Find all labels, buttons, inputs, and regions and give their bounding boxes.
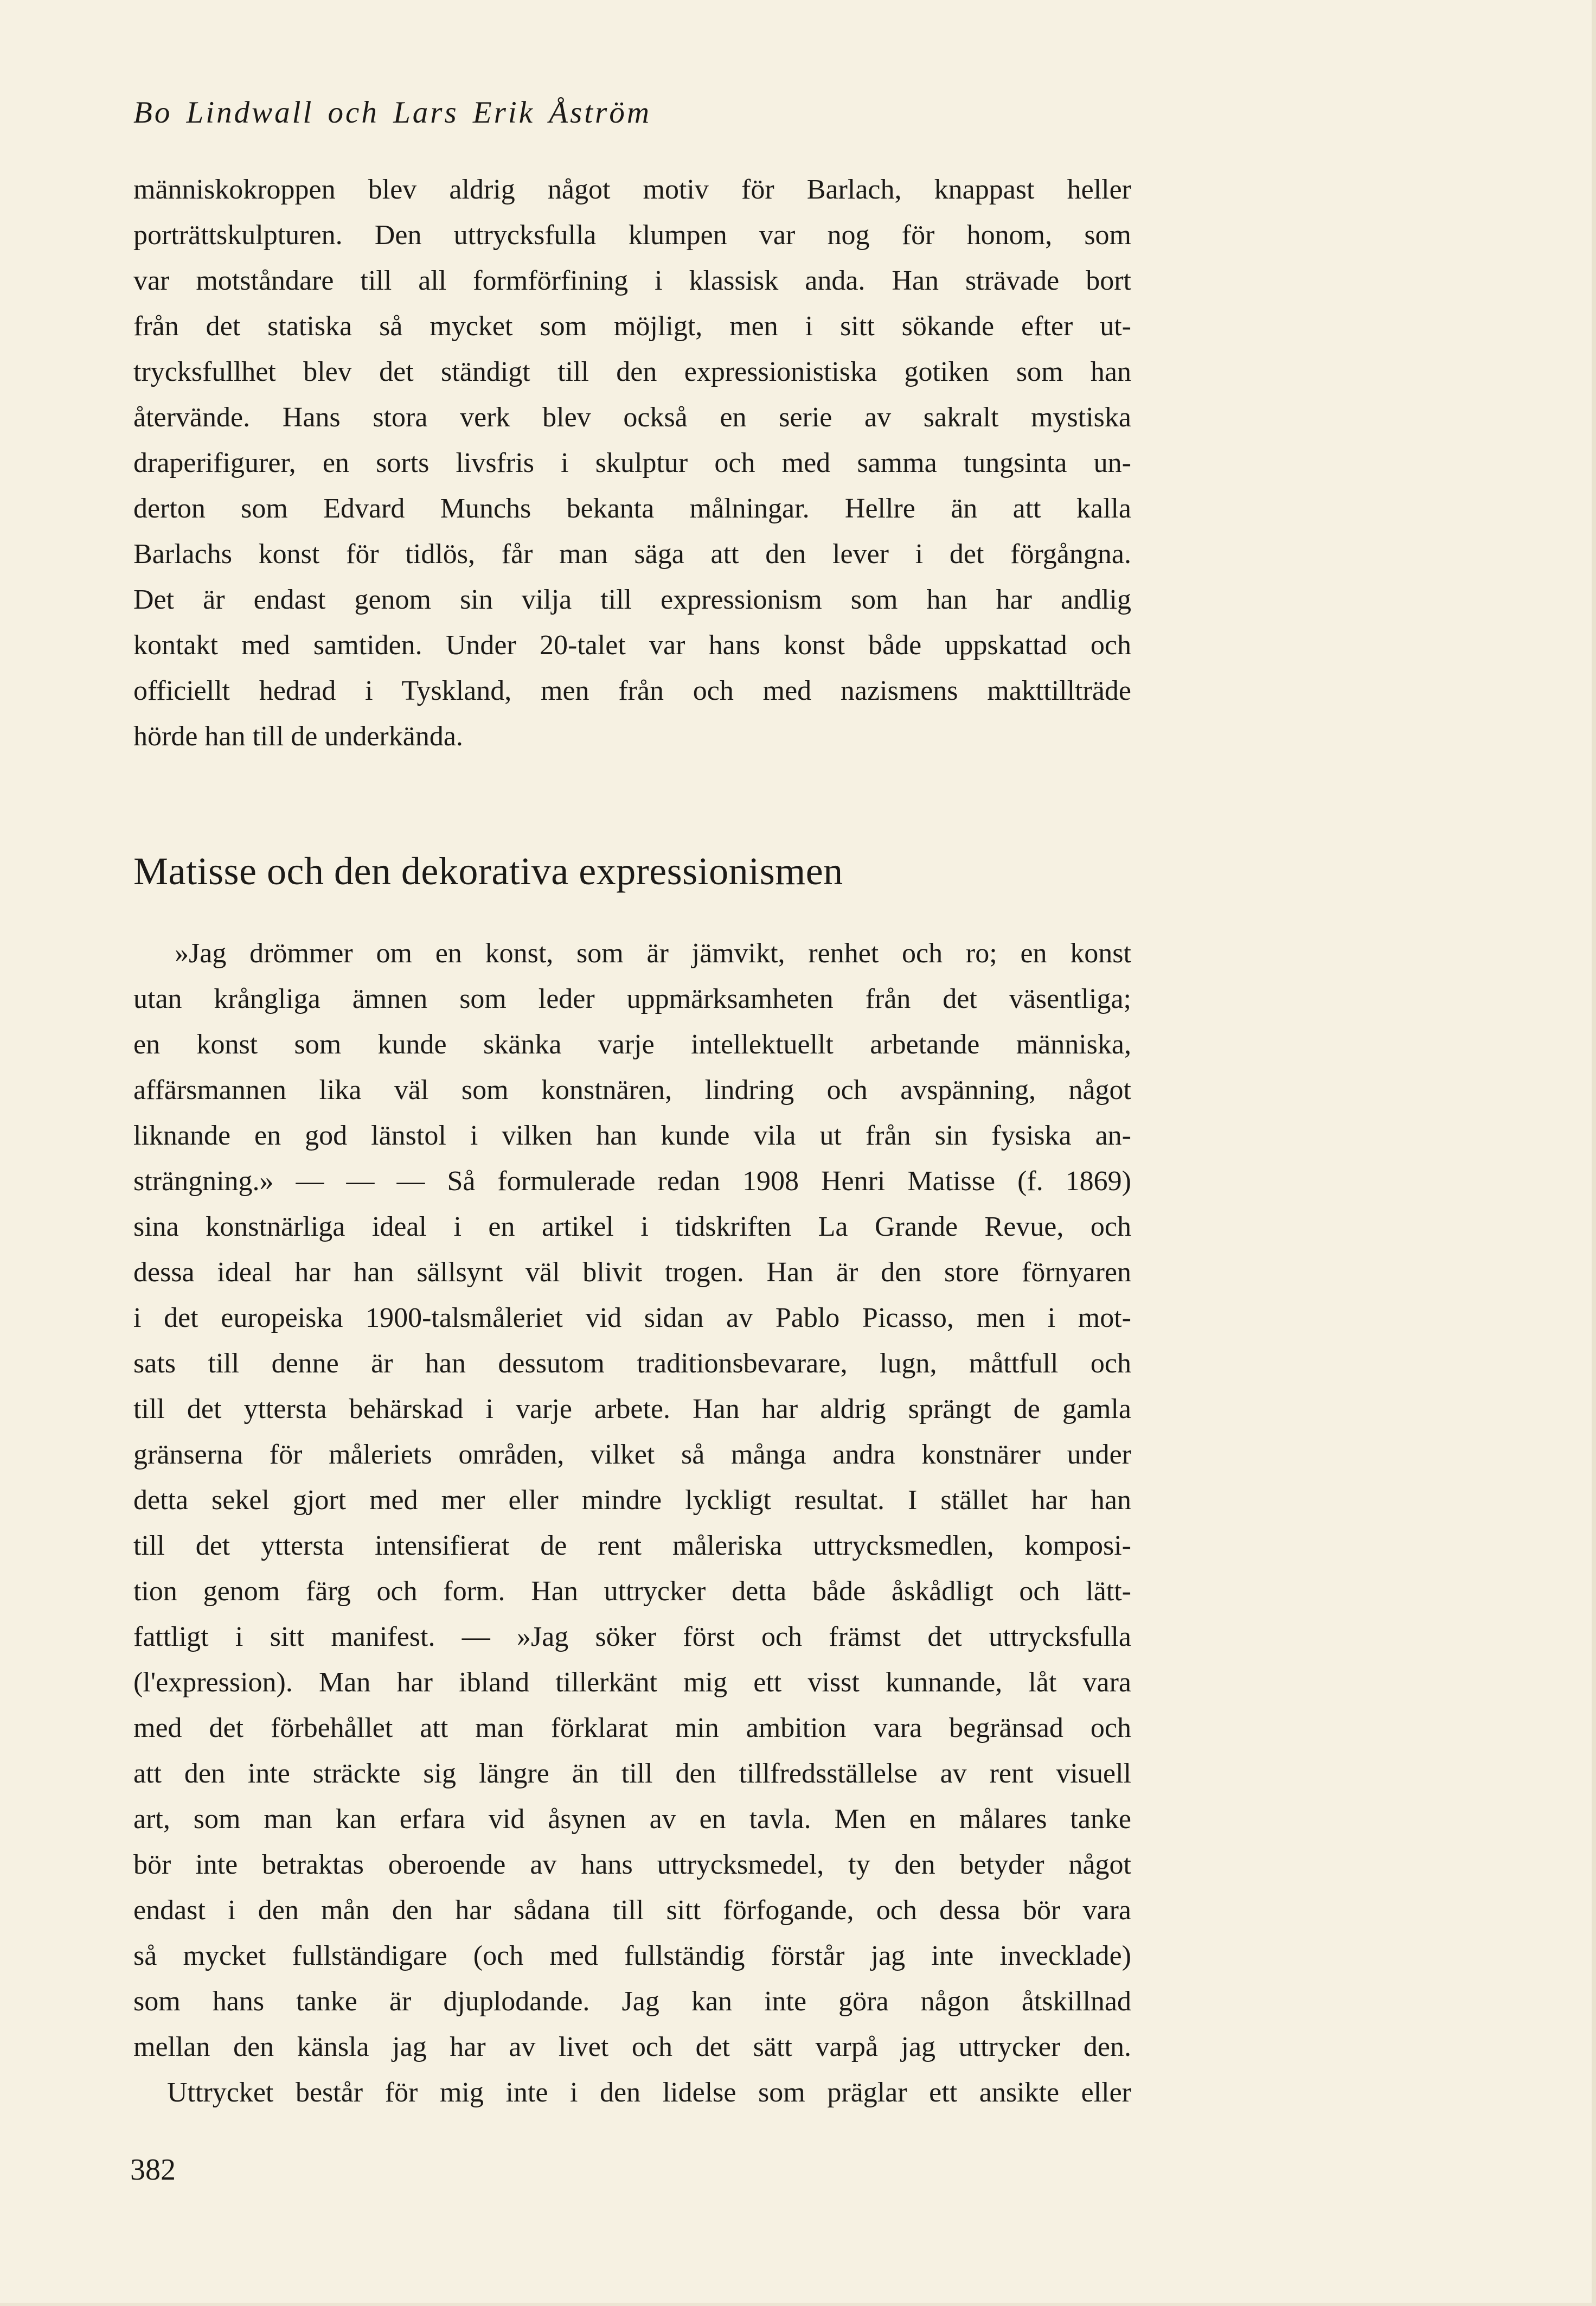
text-line: porträttskulpturen. Den uttrycksfulla klumpen var nog för honom, som bbox=[133, 220, 1131, 251]
text-line: liknande en god länstol i vilken han kunde vila ut från sin fysiska an- bbox=[133, 1120, 1131, 1151]
text-line: dessa ideal har han sällsynt väl blivit trogen. Han är den store förnyaren bbox=[133, 1257, 1131, 1288]
text-line: sats till denne är han dessutom traditionsbevarare, lugn, måttfull och bbox=[133, 1348, 1131, 1379]
text-line: gränserna för måleriets områden, vilket så många andra konstnärer under bbox=[133, 1439, 1131, 1470]
paragraph-3 bbox=[133, 2070, 1131, 2116]
text-line: draperifigurer, en sorts livsfris i skulptur och med samma tungsinta un- bbox=[133, 448, 1131, 478]
text-line: fattligt i sitt manifest. — »Jag söker först och främst det uttrycksfulla bbox=[133, 1621, 1131, 1652]
text-line: med det förbehållet att man förklarat min ambition vara begränsad och bbox=[133, 1713, 1131, 1743]
text-line: från det statiska så mycket som möjligt, men i sitt sökande efter ut- bbox=[133, 311, 1131, 342]
text-line: Barlachs konst för tidlös, får man säga att den lever i det förgångna. bbox=[133, 539, 1131, 570]
text-line: som hans tanke är djuplodande. Jag kan inte göra någon åtskillnad bbox=[133, 1986, 1131, 2017]
page-number: 382 bbox=[130, 2153, 176, 2187]
text-line: art, som man kan erfara vid åsynen av en tavla. Men en målares tanke bbox=[133, 1804, 1131, 1835]
text-line: till det yttersta intensifierat de rent måleriska uttrycksmedlen, komposi- bbox=[133, 1530, 1131, 1561]
text-line: återvände. Hans stora verk blev också en serie av sakralt mystiska bbox=[133, 402, 1131, 433]
section-heading: Matisse och den dekorativa expressionismen bbox=[133, 849, 843, 893]
text-line: hörde han till de underkända. bbox=[133, 721, 463, 752]
text-line: »Jag drömmer om en konst, som är jämvikt, renhet och ro; en konst bbox=[175, 938, 1131, 969]
text-line: officiellt hedrad i Tyskland, men från och med nazismens makttillträde bbox=[133, 675, 1131, 706]
running-head: Bo Lindwall och Lars Erik Åström bbox=[133, 95, 651, 130]
paragraph-2 bbox=[133, 931, 1131, 2070]
text-line: att den inte sträckte sig längre än till den tillfredsställelse av rent visuell bbox=[133, 1758, 1131, 1789]
text-line: Uttrycket består för mig inte i den lidelse som präglar ett ansikte eller bbox=[167, 2077, 1131, 2108]
text-line: Det är endast genom sin vilja till expressionism som han har andlig bbox=[133, 584, 1131, 615]
text-line: derton som Edvard Munchs bekanta målningar. Hellre än att kalla bbox=[133, 493, 1131, 524]
text-line: var motståndare till all formförfining i klassisk anda. Han strävade bort bbox=[133, 265, 1131, 296]
text-line: detta sekel gjort med mer eller mindre lyckligt resultat. I stället har han bbox=[133, 1485, 1131, 1516]
text-line: till det yttersta behärskad i varje arbete. Han har aldrig sprängt de gamla bbox=[133, 1394, 1131, 1425]
text-line: mellan den känsla jag har av livet och det sätt varpå jag uttrycker den. bbox=[133, 2032, 1131, 2062]
text-line: trycksfullhet blev det ständigt till den expressionistiska gotiken som han bbox=[133, 356, 1131, 387]
text-line: endast i den mån den har sådana till sitt förfogande, och dessa bör vara bbox=[133, 1895, 1131, 1926]
text-line: tion genom färg och form. Han uttrycker detta både åskådligt och lätt- bbox=[133, 1576, 1131, 1607]
text-line: en konst som kunde skänka varje intellektuellt arbetande människa, bbox=[133, 1029, 1131, 1060]
text-line: utan krångliga ämnen som leder uppmärksamheten från det väsentliga; bbox=[133, 983, 1131, 1014]
text-line: människokroppen blev aldrig något motiv för Barlach, knappast heller bbox=[133, 174, 1131, 205]
text-line: bör inte betraktas oberoende av hans uttrycksmedel, ty den betyder något bbox=[133, 1849, 1131, 1880]
paragraph-1 bbox=[133, 167, 1131, 759]
text-line: (l'expression). Man har ibland tillerkänt mig ett visst kunnande, låt vara bbox=[133, 1667, 1131, 1698]
text-line: så mycket fullständigare (och med fullständig förstår jag inte invecklade) bbox=[133, 1940, 1131, 1971]
text-line: affärsmannen lika väl som konstnären, lindring och avspänning, något bbox=[133, 1075, 1131, 1106]
text-line: i det europeiska 1900-talsmåleriet vid sidan av Pablo Picasso, men i mot- bbox=[133, 1302, 1131, 1333]
text-line: strängning.» — — — Så formulerade redan 1908 Henri Matisse (f. 1869) bbox=[133, 1166, 1131, 1197]
text-line: sina konstnärliga ideal i en artikel i tidskriften La Grande Revue, och bbox=[133, 1211, 1131, 1242]
text-line: kontakt med samtiden. Under 20-talet var hans konst både uppskattad och bbox=[133, 630, 1131, 661]
